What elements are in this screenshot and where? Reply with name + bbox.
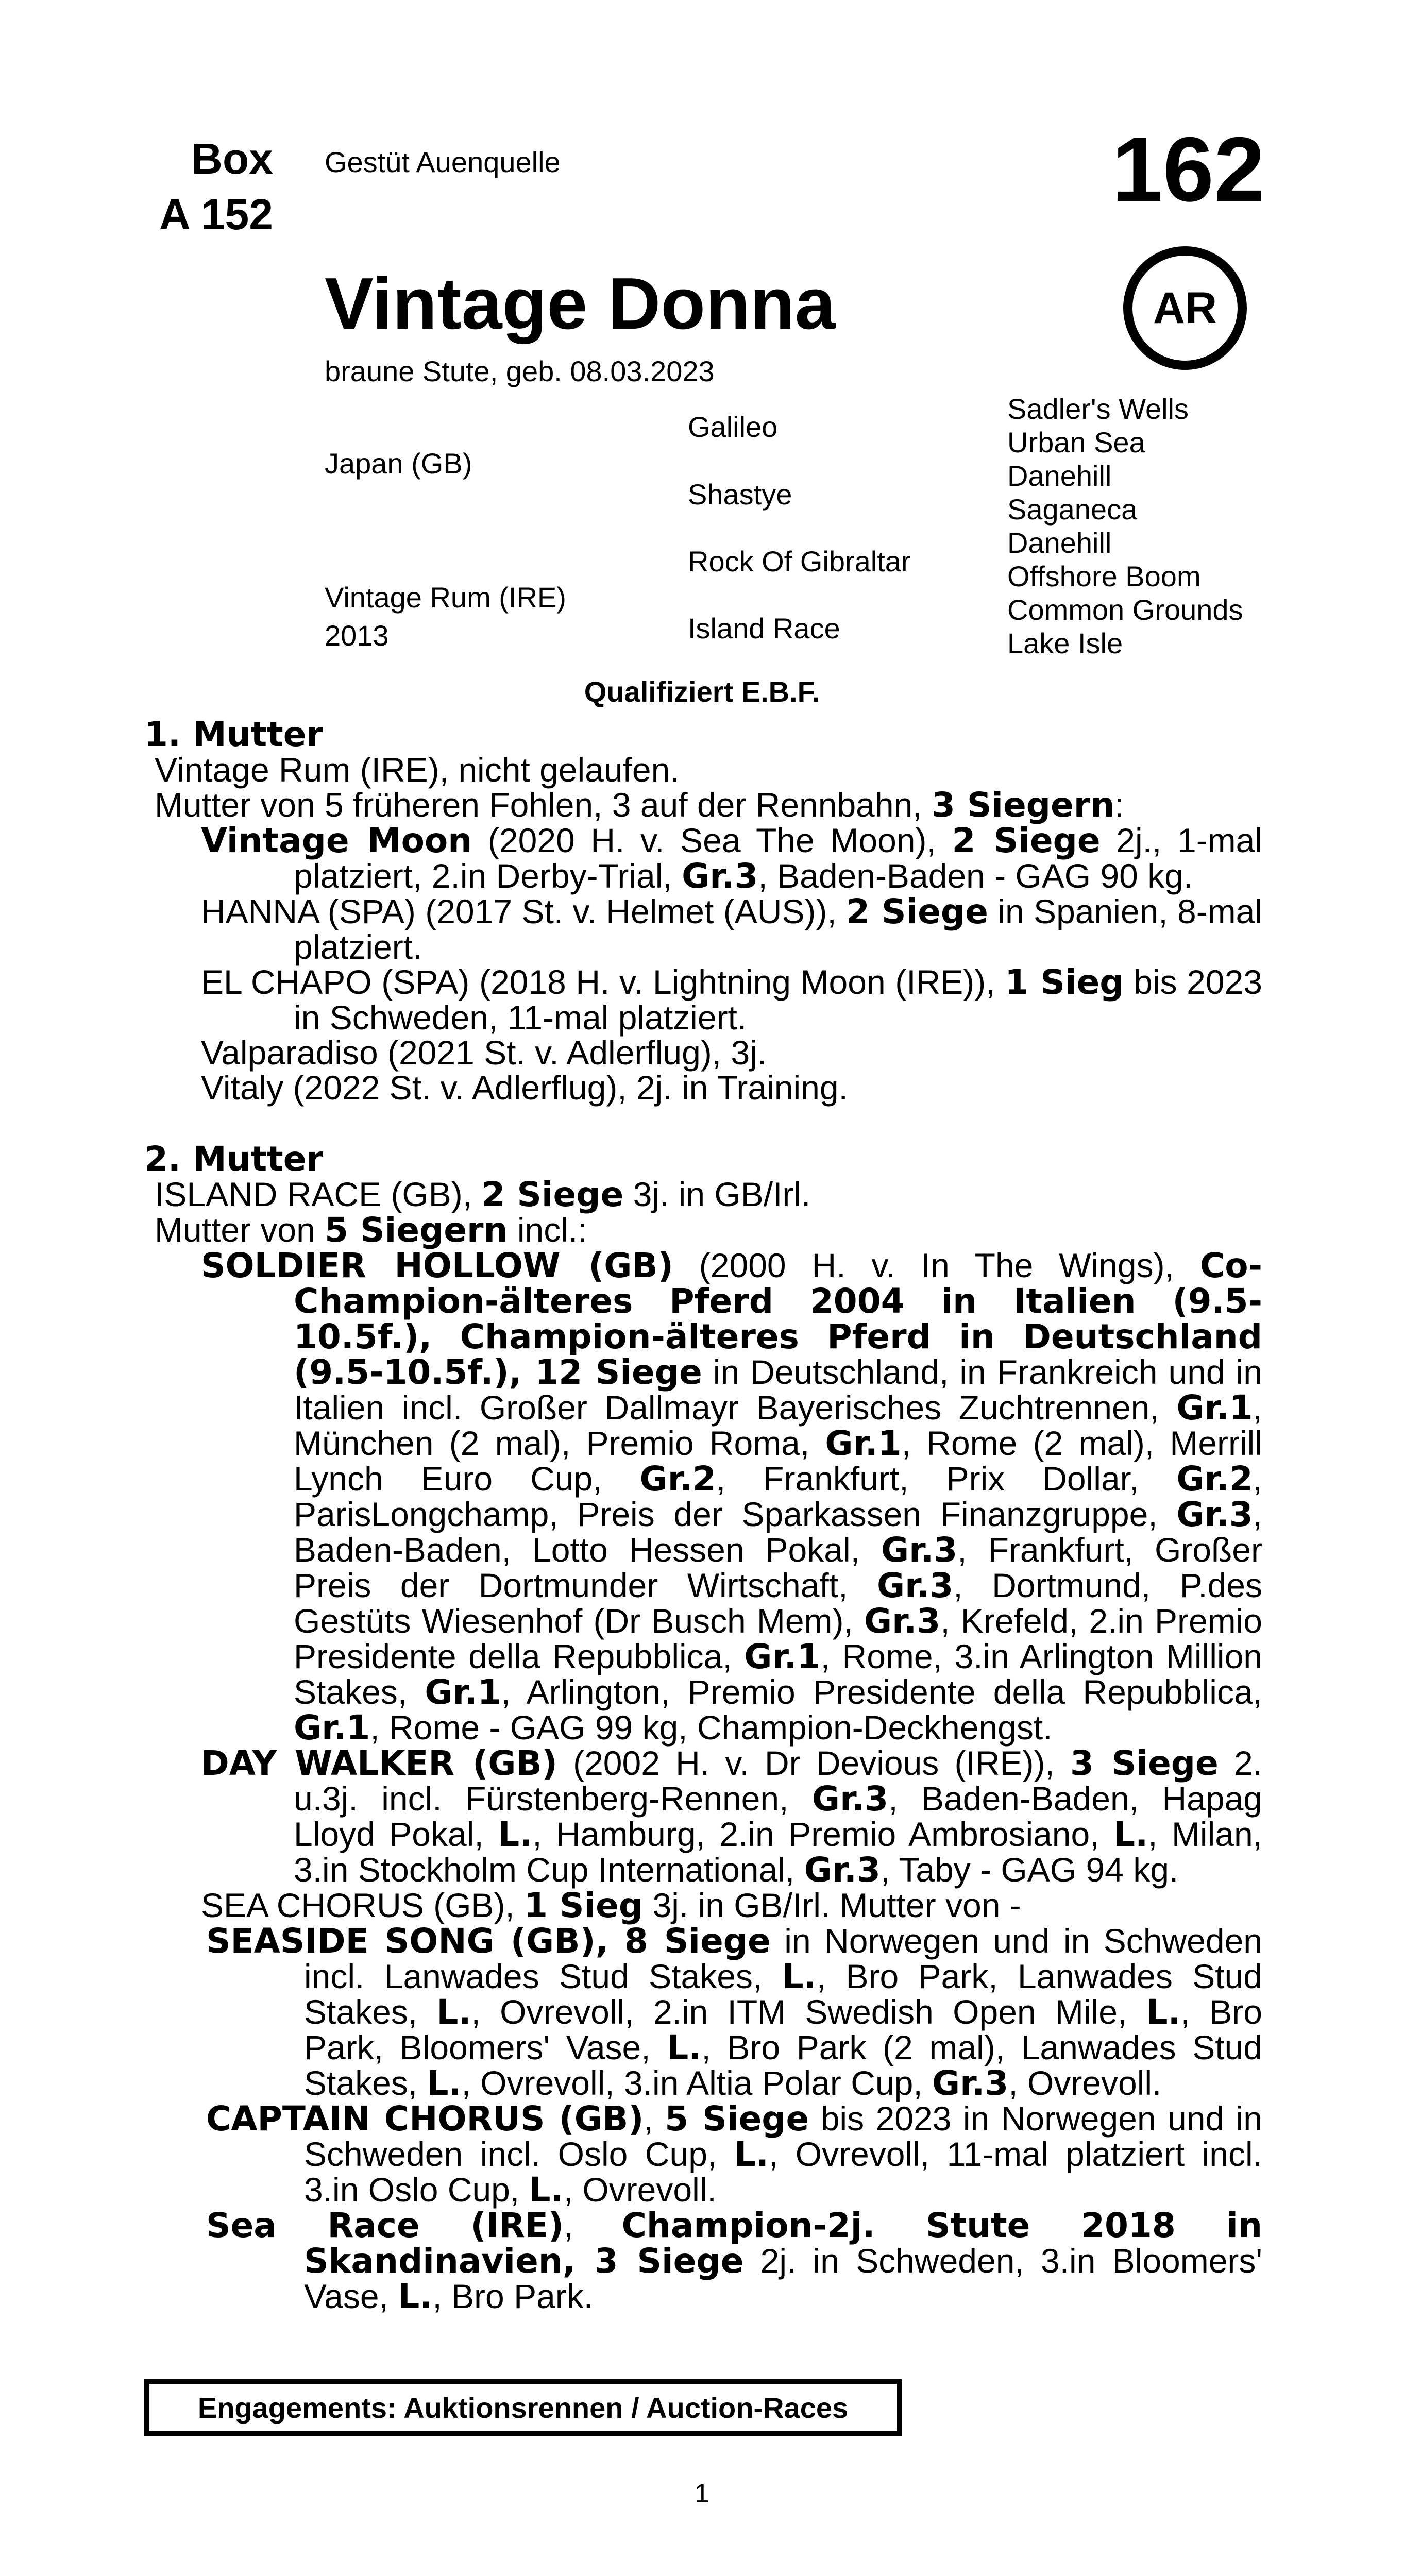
sire: Japan (GB) xyxy=(325,447,472,480)
dam-year: 2013 xyxy=(325,619,389,652)
horse-name: Vintage Donna xyxy=(325,263,836,345)
dam-description: ISLAND RACE (GB), 2 Siege 3j. in GB/Irl. xyxy=(155,1175,811,1214)
qualification: Qualifiziert E.B.F. xyxy=(584,675,820,708)
produce-entry: SEA CHORUS (GB), 1 Sieg 3j. in GB/Irl. Mutter von - xyxy=(201,1886,1021,1925)
grandparent: Rock Of Gibraltar xyxy=(688,545,911,578)
produce-entry: Vitaly (2022 St. v. Adlerflug), 2j. in Training. xyxy=(201,1069,848,1107)
engagements-label: Engagements: Auktionsrennen / Auction-Races xyxy=(197,2391,849,2424)
grandparent: Shastye xyxy=(688,478,792,511)
dam-produce-summary: Mutter von 5 Siegern incl.: xyxy=(155,1210,587,1250)
box-label: Box xyxy=(191,134,273,183)
great-grandparent: Danehill xyxy=(1007,527,1112,559)
horse-info: braune Stute, geb. 08.03.2023 xyxy=(325,355,715,387)
dam-produce-summary: Mutter von 5 früheren Fohlen, 3 auf der Rennbahn, 3 Siegern: xyxy=(155,785,1124,825)
first-dam-section xyxy=(144,717,1262,1105)
produce-entry: HANNA (SPA) (2017 St. v. Helmet (AUS)), 2 Siege in Spanien, 8-mal platziert. xyxy=(201,892,1263,966)
great-grandparent: Danehill xyxy=(1007,460,1112,492)
grandproduce-entry: Sea Race (IRE), Champion-2j. Stute 2018 in Skandinavien, 3 Siege 2j. in Schweden, 3.in Bloomers' Vase, L., Bro Park. xyxy=(206,2206,1262,2316)
lot-number: 162 xyxy=(1112,118,1265,221)
section-heading: 2. Mutter xyxy=(144,1139,324,1179)
grandproduce-entry: CAPTAIN CHORUS (GB), 5 Siege bis 2023 in Norwegen und in Schweden incl. Oslo Cup, L., Ovrevoll, 11-mal platziert incl. 3.in Oslo Cup, L., Ovrevoll. xyxy=(206,2099,1263,2210)
dam: Vintage Rum (IRE) xyxy=(325,581,566,614)
ar-badge xyxy=(1123,246,1247,370)
dam-description: Vintage Rum (IRE), nicht gelaufen. xyxy=(155,751,680,789)
section-heading: 1. Mutter xyxy=(144,715,324,754)
great-grandparent: Offshore Boom xyxy=(1007,560,1201,592)
engagements-box xyxy=(144,2379,902,2436)
great-grandparent: Common Grounds xyxy=(1007,594,1243,626)
box-number: A 152 xyxy=(159,190,273,239)
page-number: 1 xyxy=(695,2479,709,2509)
produce-entry: Vintage Moon (2020 H. v. Sea The Moon), 2 Siege 2j., 1-mal platziert, 2.in Derby-Trial, Gr.3, Baden-Baden - GAG 90 kg. xyxy=(201,821,1263,896)
produce-entry: SOLDIER HOLLOW (GB) (2000 H. v. In The Wings), Co-Champion-älteres Pferd 2004 in Italien (9.5-10.5f.), Champion-älteres Pferd in Deutschland (9.5-10.5f.), 12 Siege in Deutschland, in Frankreich und in Italien incl. Großer Dallmayr Bayerisches Zuchtrennen, Gr.1, München (2 mal), Premio Roma, Gr.1, Rome (2 mal), Merrill Lynch Euro Cup, Gr.2, Frankfurt, Prix Dollar, Gr.2, ParisLongchamp, Preis der Sparkassen Finanzgruppe, Gr.3, Baden-Baden, Lotto Hessen Pokal, Gr.3, Frankfurt, Großer Preis der Dortmunder Wirtschaft, Gr.3, Dortmund, P.des Gestüts Wiesenhof (Dr Busch Mem), Gr.3, Krefeld, 2.in Premio Presidente della Repubblica, Gr.1, Rome, 3.in Arlington Million Stakes, Gr.1, Arlington, Premio Presidente della Repubblica, Gr.1, Rome - GAG 99 kg, Champion-Deckhengst. xyxy=(201,1246,1262,1748)
ar-badge-label: AR xyxy=(1153,283,1217,333)
breeder: Gestüt Auenquelle xyxy=(325,146,561,178)
great-grandparent: Urban Sea xyxy=(1007,426,1145,459)
grandproduce-entry: SEASIDE SONG (GB), 8 Siege in Norwegen und in Schweden incl. Lanwades Stud Stakes, L., Bro Park, Lanwades Stud Stakes, L., Ovrevoll, 2.in ITM Swedish Open Mile, L., Bro Park, Bloomers' Vase, L., Bro Park (2 mal), Lanwades Stud Stakes, L., Ovrevoll, 3.in Altia Polar Cup, Gr.3, Ovrevoll. xyxy=(206,1921,1263,2103)
great-grandparent: Sadler's Wells xyxy=(1007,393,1189,425)
produce-entry: EL CHAPO (SPA) (2018 H. v. Lightning Moon (IRE)), 1 Sieg bis 2023 in Schweden, 11-mal platziert. xyxy=(201,962,1262,1037)
grandparent: Galileo xyxy=(688,411,778,443)
great-grandparent: Saganeca xyxy=(1007,493,1138,526)
second-dam-section xyxy=(144,1139,1263,2316)
produce-entry: DAY WALKER (GB) (2002 H. v. Dr Devious (IRE)), 3 Siege 2. u.3j. incl. Fürstenberg-Rennen, Gr.3, Baden-Baden, Hapag Lloyd Pokal, L., Hamburg, 2.in Premio Ambrosiano, L., Milan, 3.in Stockholm Cup International, Gr.3, Taby - GAG 94 kg. xyxy=(201,1743,1263,1890)
great-grandparent: Lake Isle xyxy=(1007,627,1123,659)
grandparent: Island Race xyxy=(688,612,840,645)
produce-entry: Valparadiso (2021 St. v. Adlerflug), 3j. xyxy=(201,1033,767,1072)
